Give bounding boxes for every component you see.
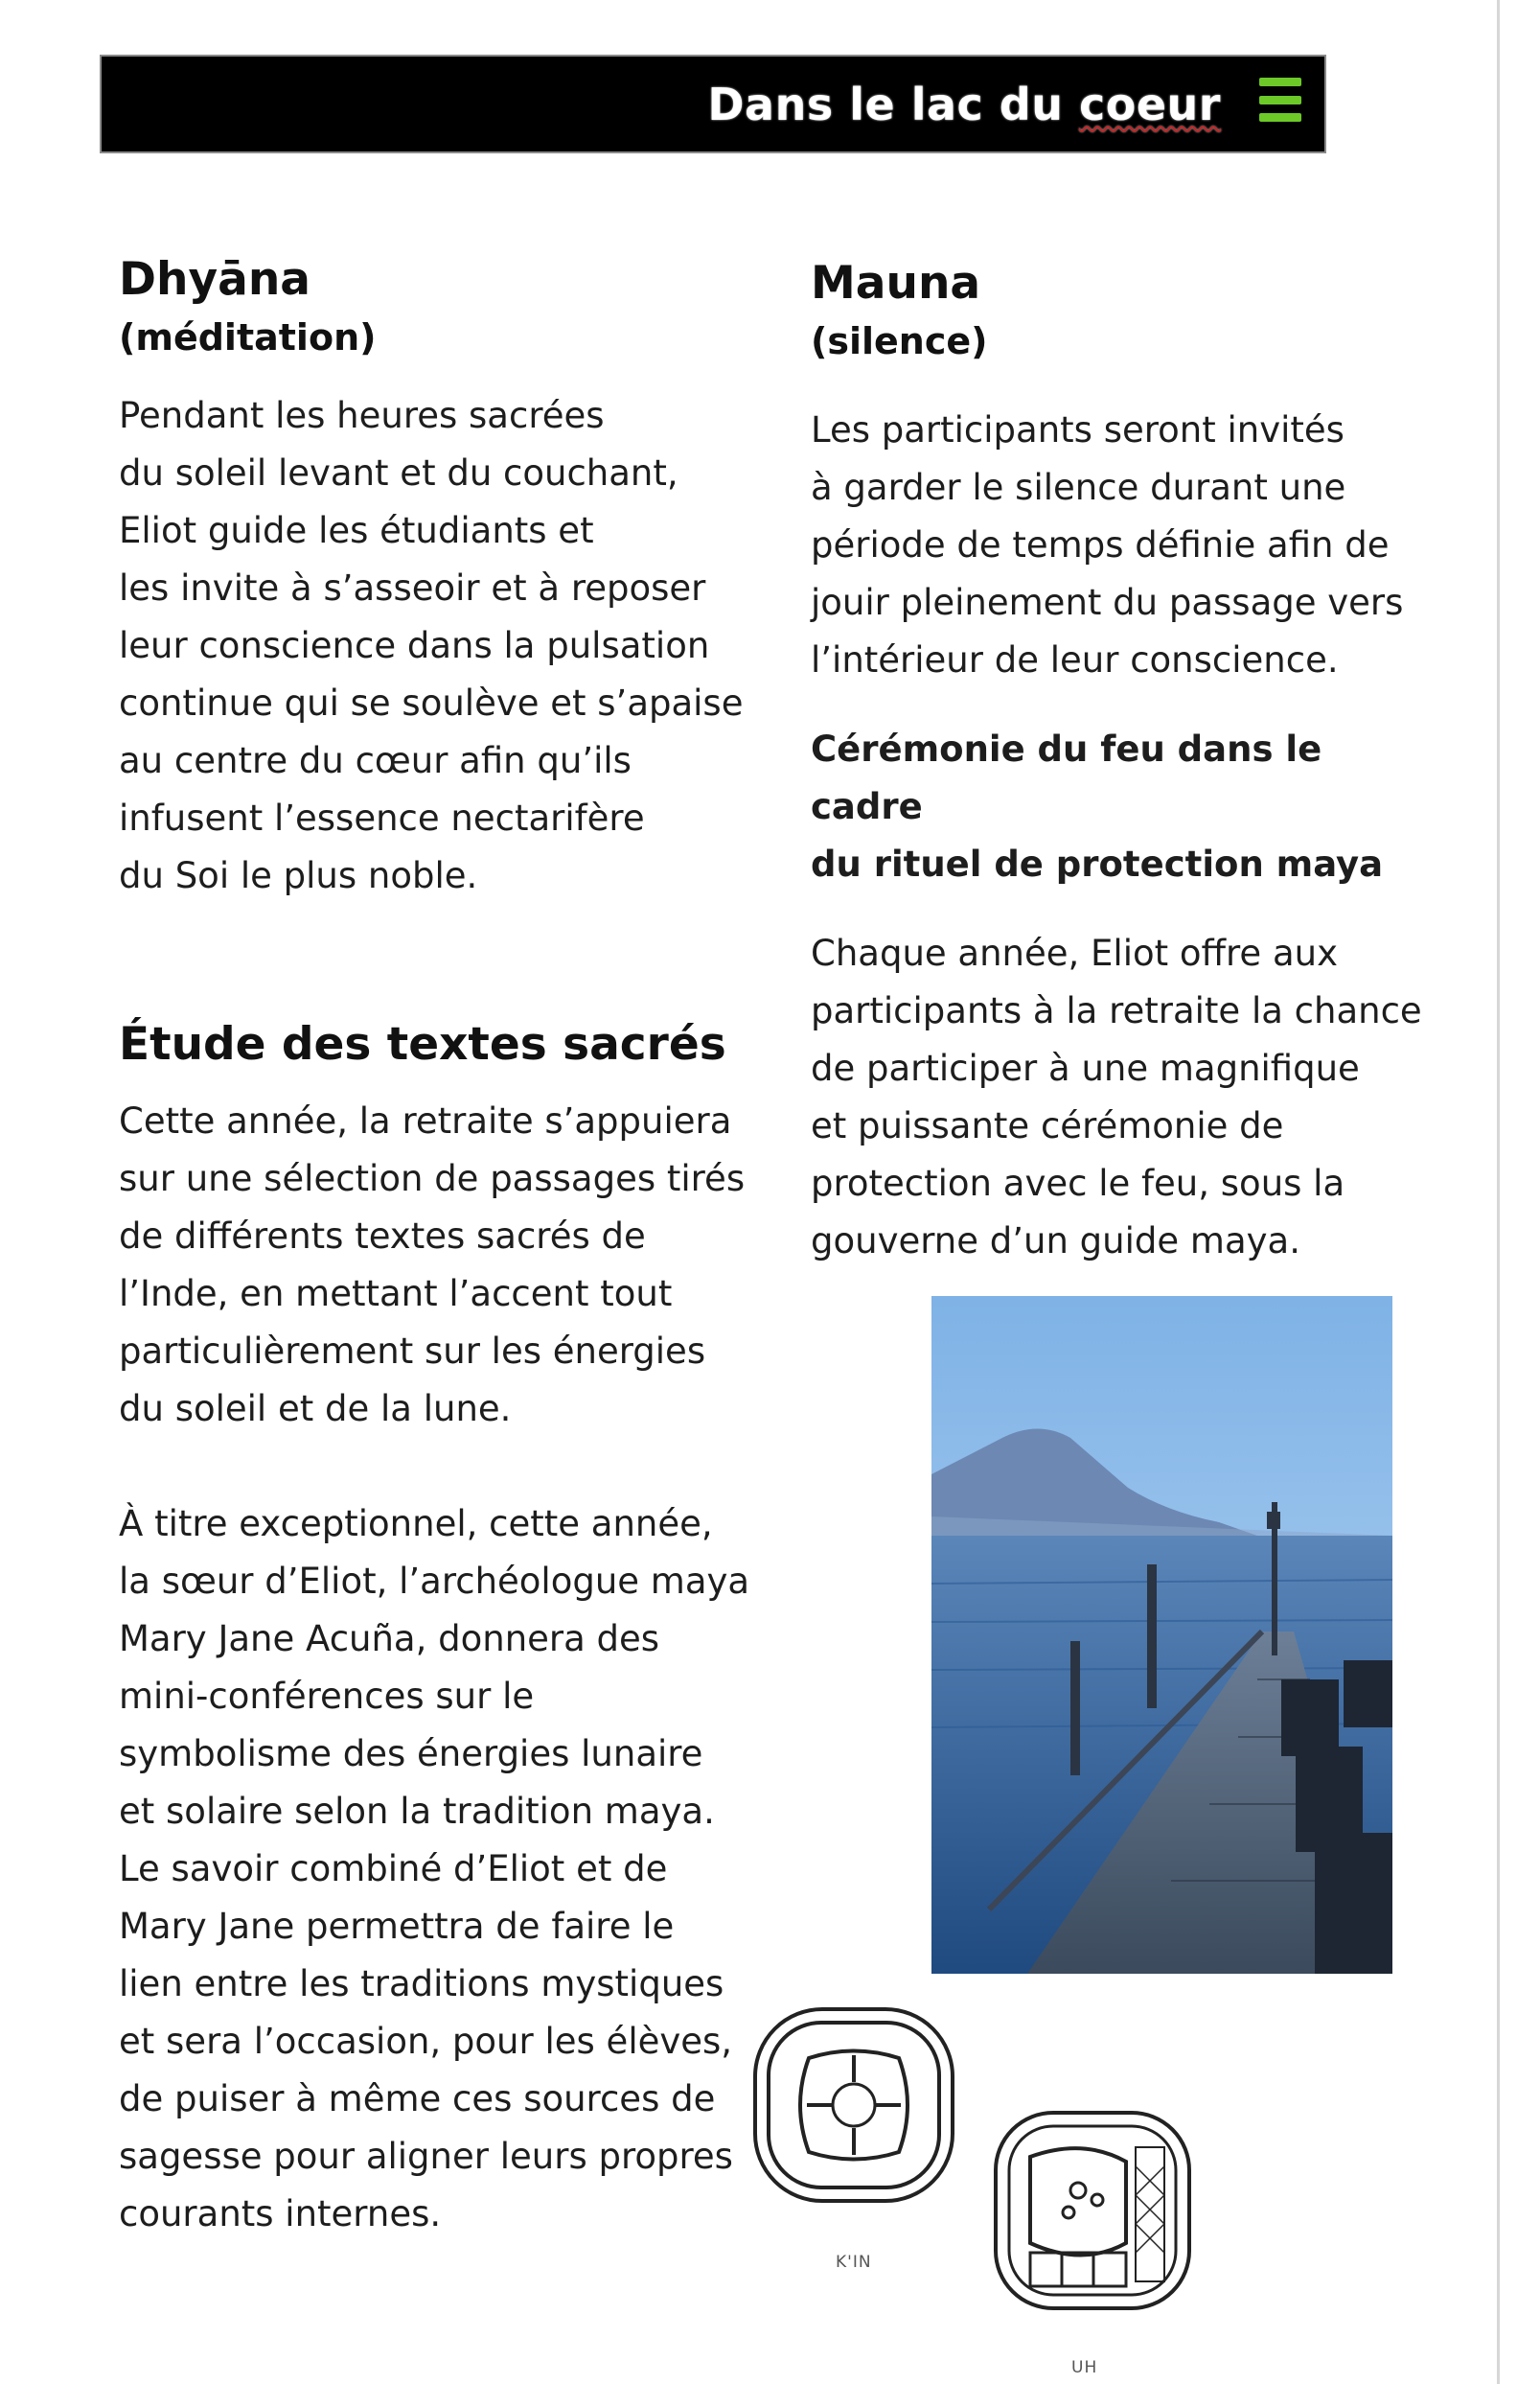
- etude-body-2: À titre exceptionnel, cette année, la sœur d’Eliot, l’archéologue maya Mary Jane Acuña, donnera des mini-conférences sur le symbolisme des énergies lunaire et solaire selon la tradition maya. Le savoir combiné d’Eliot et de Mary Jane permettra de faire le lien entre les traditions mystiques et sera l’occasion, pour les élèves, de puiser à même ces sources de sagesse pour aligner leurs propres courants internes.: [119, 1503, 750, 2234]
- header-banner: [100, 55, 1326, 153]
- uh-glyph-icon: [992, 2109, 1193, 2316]
- kin-glyph-icon: [751, 2005, 956, 2209]
- lake-dock-photo: [931, 1296, 1392, 1974]
- dhyana-body: Pendant les heures sacrées du soleil levant et du couchant, Eliot guide les étudiants et les invite à s’asseoir et à reposer leur conscience dans la pulsation continue qui se soulève et s’apaise au centre du cœur afin qu’ils infusent l’essence nectarifère du Soi le plus noble.: [119, 395, 744, 896]
- header-title: Dans le lac du coeur: [707, 79, 1221, 130]
- dhyana-title: Dhyāna: [119, 253, 311, 306]
- mauna-body: Les participants seront invités à garder le silence durant une période de temps définie afin de jouir pleinement du passage vers l’intérieur de leur conscience.: [811, 409, 1404, 681]
- etude-title: Étude des textes sacrés: [119, 1018, 726, 1071]
- ceremonie-body: Chaque année, Eliot offre aux participants à la retraite la chance de participer à une magnifique et puissante cérémonie de protection avec le feu, sous la gouverne d’un guide maya.: [811, 933, 1422, 1261]
- section-mauna: [811, 255, 1443, 1270]
- uh-glyph-label: UH: [1071, 2358, 1098, 2377]
- dhyana-subtitle: (méditation): [119, 316, 377, 359]
- section-dhyana: [119, 251, 751, 905]
- hamburger-menu-icon[interactable]: [1259, 78, 1301, 122]
- mauna-title: Mauna: [811, 257, 981, 310]
- etude-body-1: Cette année, la retraite s’appuiera sur une sélection de passages tirés de différents textes sacrés de l’Inde, en mettant l’accent tout particulièrement sur les énergies du soleil et de la lune.: [119, 1100, 746, 1429]
- kin-glyph-label: K'IN: [836, 2253, 872, 2272]
- mauna-subtitle: (silence): [811, 320, 988, 362]
- section-etude: [119, 1016, 751, 2243]
- page-edge-divider: [1497, 0, 1500, 2384]
- ceremonie-title: Cérémonie du feu dans le cadre du rituel de protection maya: [811, 729, 1384, 885]
